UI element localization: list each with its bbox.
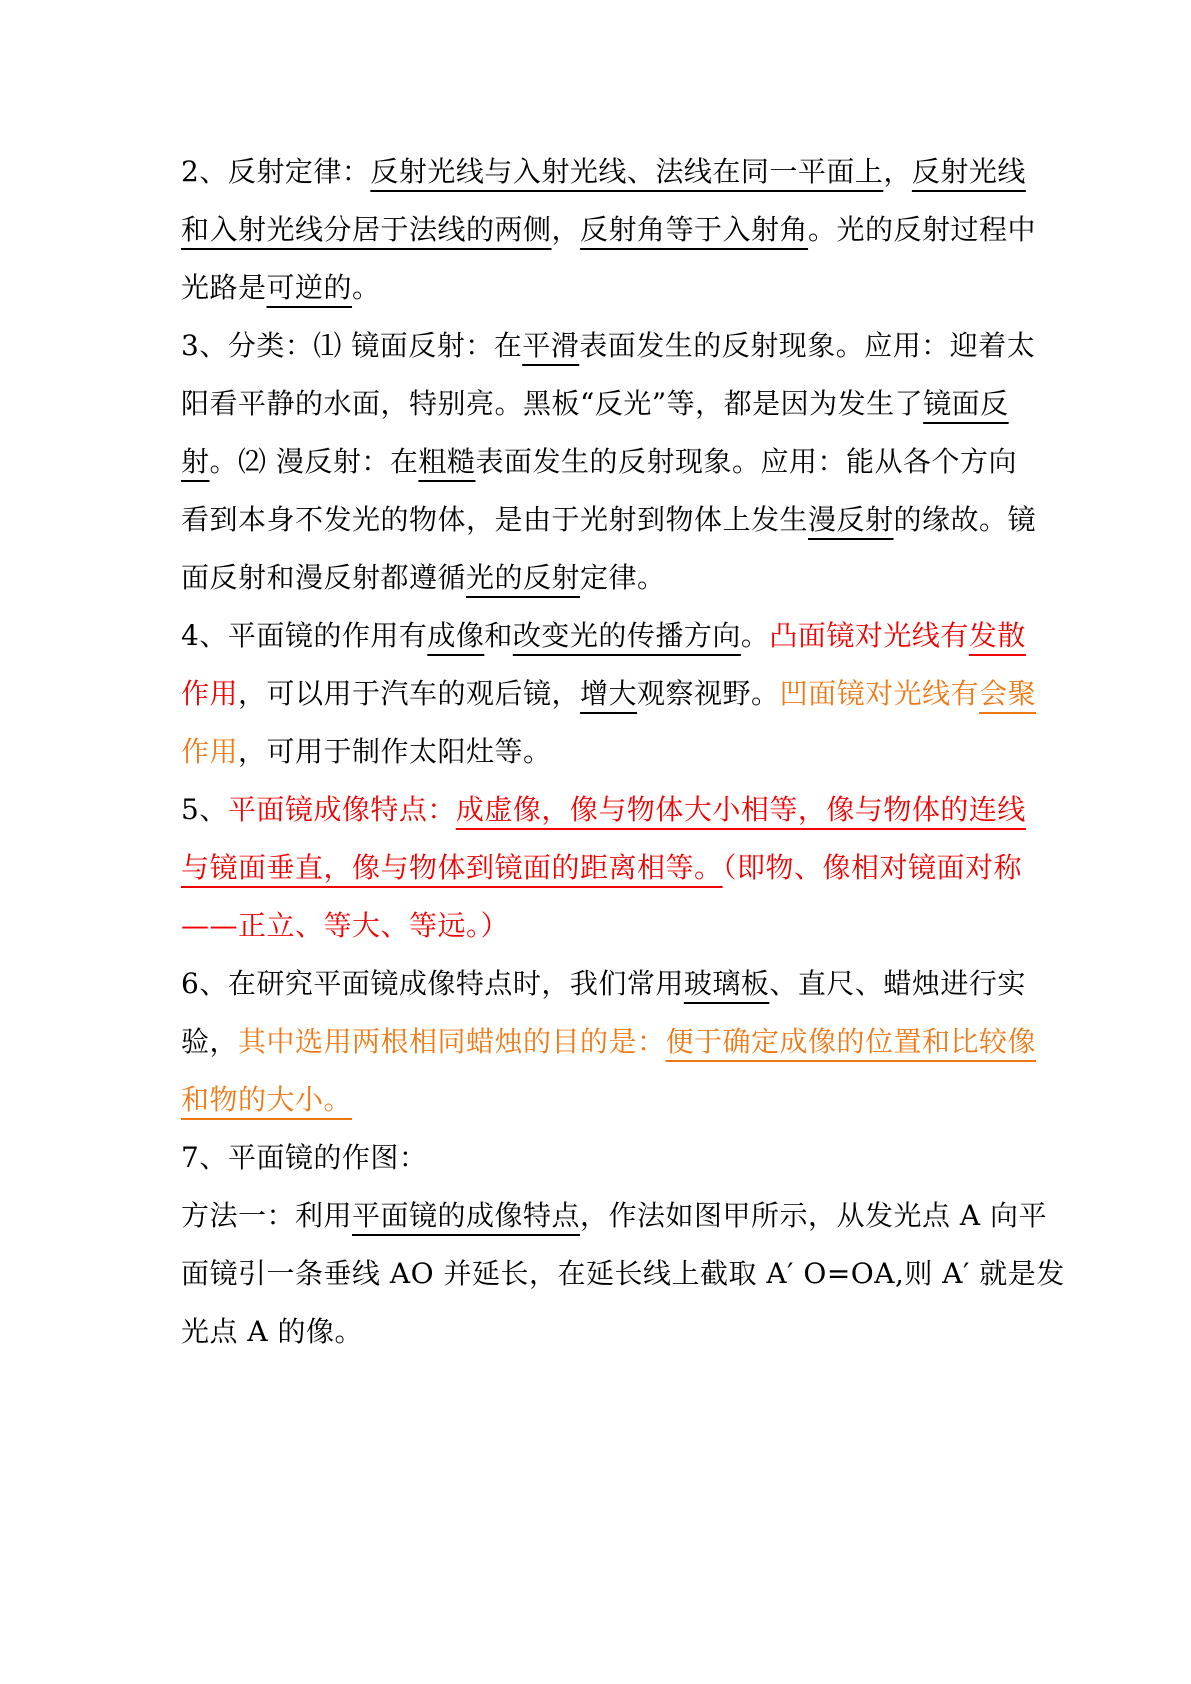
underlined-answer-text: 发散: [968, 619, 1026, 652]
paragraph-5-line-2: [181, 842, 1021, 894]
body-text: 和: [484, 619, 513, 652]
paragraph-3-line-2: [181, 378, 1021, 430]
underlined-answer-text: 粗糙: [418, 445, 476, 478]
body-text: 。: [352, 271, 381, 304]
body-text: 凸面镜对光线有: [769, 619, 969, 652]
underlined-answer-text: 便于确定成像的位置和比较像: [665, 1025, 1037, 1058]
method-one-line-3: [181, 1306, 1021, 1358]
paragraph-4-line-3: [181, 726, 1021, 778]
body-text: ，可以用于汽车的观后镜，: [238, 677, 581, 710]
body-text: 凹面镜对光线有: [779, 677, 980, 710]
underlined-answer-text: 反射光线与入射光线、法线在同一平面上: [370, 155, 884, 188]
body-text: 。: [740, 619, 770, 652]
paragraph-3-line-4: [181, 494, 1037, 546]
body-text: 光点 A 的像。: [181, 1315, 364, 1348]
underlined-answer-text: 光的反射: [466, 561, 581, 594]
body-text: 。光的反射过程中: [808, 213, 1037, 246]
body-text: ，: [551, 213, 581, 246]
body-text: 7、平面镜的作图：: [181, 1141, 428, 1174]
underlined-answer-text: 可逆的: [266, 271, 353, 304]
body-text: 观察视野。: [637, 677, 780, 710]
underlined-answer-text: 射: [181, 445, 210, 478]
body-text: 面镜引一条垂线 AO 并延长，在延长线上截取 A′ O=OA,则 A′ 就是发: [181, 1257, 1065, 1290]
paragraph-3-line-3: [181, 436, 1021, 488]
body-text: 3、分类：⑴ 镜面反射：在: [181, 329, 523, 362]
body-text: ——正立、等大、等远。）: [181, 909, 510, 942]
paragraph-3-line-1: [181, 320, 1036, 372]
underlined-answer-text: 反射光线: [911, 155, 1026, 188]
paragraph-6-line-2: [181, 1016, 1037, 1068]
body-text: 6、在研究平面镜成像特点时，我们常用: [181, 967, 684, 1000]
underlined-answer-text: 成虚像，像与物体大小相等，像与物体的连线: [455, 793, 1026, 826]
paragraph-2-line-1: [181, 146, 1026, 198]
underlined-answer-text: 漫反射: [808, 503, 894, 536]
body-text: 验，: [181, 1025, 239, 1058]
body-text: ，: [883, 155, 912, 188]
body-text: 光路是: [181, 271, 267, 304]
paragraph-5-line-1: [181, 784, 1026, 836]
paragraph-4-line-2: [181, 668, 1037, 720]
body-text: 5、: [181, 793, 228, 826]
body-text: ，作法如图甲所示，从发光点 A 向平: [580, 1199, 1048, 1232]
underlined-answer-text: 平面镜的成像特点: [352, 1199, 581, 1232]
underlined-answer-text: 反射角等于入射角: [580, 213, 809, 246]
paragraph-6-line-1: [181, 958, 1026, 1010]
underlined-answer-text: 成像: [427, 619, 485, 652]
underlined-answer-text: 与镜面垂直，像与物体到镜面的距离相等。: [181, 851, 723, 884]
body-text: 面反射和漫反射都遵循: [181, 561, 467, 594]
paragraph-3-line-5: [181, 552, 1021, 604]
body-text: 其中选用两根相同蜡烛的目的是：: [238, 1025, 666, 1058]
body-text: 。⑵ 漫反射：在: [209, 445, 419, 478]
body-text: 作用: [181, 735, 239, 768]
underlined-answer-text: 和物的大小。: [181, 1083, 353, 1116]
body-text: 表面发生的反射现象。应用：能从各个方向: [475, 445, 1017, 478]
body-text: 作用: [181, 677, 239, 710]
paragraph-6-line-3: [181, 1074, 1021, 1126]
body-text: 4、平面镜的作用有: [181, 619, 428, 652]
paragraph-4-line-1: [181, 610, 1026, 662]
underlined-answer-text: 平滑: [522, 329, 580, 362]
paragraph-7-heading: [181, 1132, 1021, 1184]
body-text: 定律。: [580, 561, 666, 594]
underlined-answer-text: 增大: [580, 677, 638, 710]
body-text: 、直尺、蜡烛进行实: [769, 967, 1026, 1000]
method-one-line-1: [181, 1190, 1048, 1242]
underlined-answer-text: 玻璃板: [683, 967, 770, 1000]
body-text: ，可用于制作太阳灶等。: [238, 735, 552, 768]
body-text: 平面镜成像特点：: [227, 793, 456, 826]
body-text: 表面发生的反射现象。应用：迎着太: [579, 329, 1036, 362]
underlined-answer-text: 镜面反: [923, 387, 1009, 420]
underlined-answer-text: 改变光的传播方向: [512, 619, 741, 652]
paragraph-2-line-3: [181, 262, 1021, 314]
method-one-line-2: [181, 1248, 1065, 1300]
body-text: 2、反射定律：: [181, 155, 371, 188]
body-text: 看到本身不发光的物体，是由于光射到物体上发生: [181, 503, 809, 536]
body-text: 方法一：利用: [181, 1199, 353, 1232]
underlined-answer-text: 会聚: [979, 677, 1037, 710]
paragraph-2-line-2: [181, 204, 1037, 256]
underlined-answer-text: 和入射光线分居于法线的两侧: [181, 213, 552, 246]
body-text: 的缘故。镜: [893, 503, 1037, 536]
body-text: 阳看平静的水面，特别亮。黑板“反光”等，都是因为发生了: [181, 387, 924, 420]
body-text: （即物、像相对镜面对称: [722, 851, 1023, 884]
paragraph-5-line-3: [181, 900, 1021, 952]
